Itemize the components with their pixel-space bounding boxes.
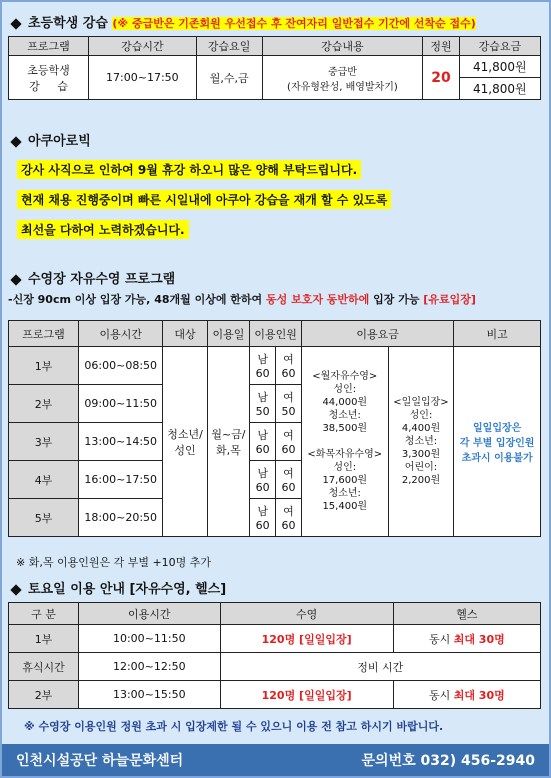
footer-org: 인천시설공단 하늘문화센터 [16,753,184,769]
bullet-icon [10,274,21,285]
section2-title: 아쿠아로빅 [12,130,91,149]
section1-title: 초등학생 강습 (※ 중급반은 기존회원 우선접수 후 잔여자리 일반접수 기간에 선착순 접수) [12,12,476,31]
notice-line-2: 현재 채용 진행중이며 빠른 시일내에 아쿠아 강습을 재개 할 수 있도록 [17,190,391,209]
section3-desc: -신장 90cm 이상 입장 가능, 48개월 이상에 한하여 동성 보호자 동반하에 입장 가능 [유료입장] [8,293,476,306]
gym-cell: 동시 최대 30명 [393,625,540,653]
section4-title: 토요일 이용 안내 [자유수영, 헬스] [12,578,226,597]
footer-bar [2,744,549,776]
bullet-icon [10,584,21,595]
free-swim-footnote: ※ 화,목 이용인원은 각 부별 +10명 추가 [16,556,212,569]
bullet-icon [10,136,21,147]
gym-cell: 동시 최대 30명 [393,681,540,709]
bullet-icon [10,18,21,29]
footer-phone: 문의번호 032) 456-2940 [361,753,535,769]
content-cell: 중급반 (자유형완성, 배영발차기) [262,56,423,100]
section1-note: (※ 중급반은 기존회원 우선접수 후 잔여자리 일반접수 기간에 선착순 접수) [112,17,476,30]
saturday-note: ※ 수영장 이용인원 정원 초과 시 입장제한 될 수 있으니 이용 전 참고 하시기 바랍니다. [24,720,444,733]
notice-line-3: 최선을 다하여 노력하겠습니다. [17,220,189,239]
elementary-table: 프로그램 강습시간 강습요일 강습내용 정원 강습요금 초등학생 강 습 17:00~17:50 월,수,금 중급반 (자유형완성, 배영발차기) 20 41,800원 41,800원 [8,36,541,100]
section3-title: 수영장 자유수영 프로그램 [12,268,175,287]
saturday-table: 구 분 이용시간 수영 헬스 1부 10:00~11:50 120명 [일일입장] 동시 최대 30명 휴식시간 12:00~12:50 정비 시간 2부 13:00~15:50 120명 [일일입장] 동시 최대 30명 [8,602,541,709]
free-swim-table: 프로그램 이용시간 대상 이용일 이용인원 이용요금 비고 1부 06:00~08:50 청소년/ 성인 월~금/ 화,목 남 60 여 60 <월자유수영> 성인: 44,000원 청소년: 38,500원 <화목자유수영> 성인: 17,600원 청소년: 15,400원 <일일입장> 성인: 4,400원 청소년: 3,300원 어린이: 2,200원 일일입장은 각 부별 입장인원 초과시 이용불가 2부 09:00~11:50 남 50 여 50 3부 13:00~14:50 남 60 여 60 4부 16:00~17:50 남 60 여 60 5부 18:00~20:50 남 60 여 60 [8,320,541,537]
notice-line-1: 강사 사직으로 인하여 9월 휴강 하오니 많은 양해 부탁드립니다. [17,160,361,179]
